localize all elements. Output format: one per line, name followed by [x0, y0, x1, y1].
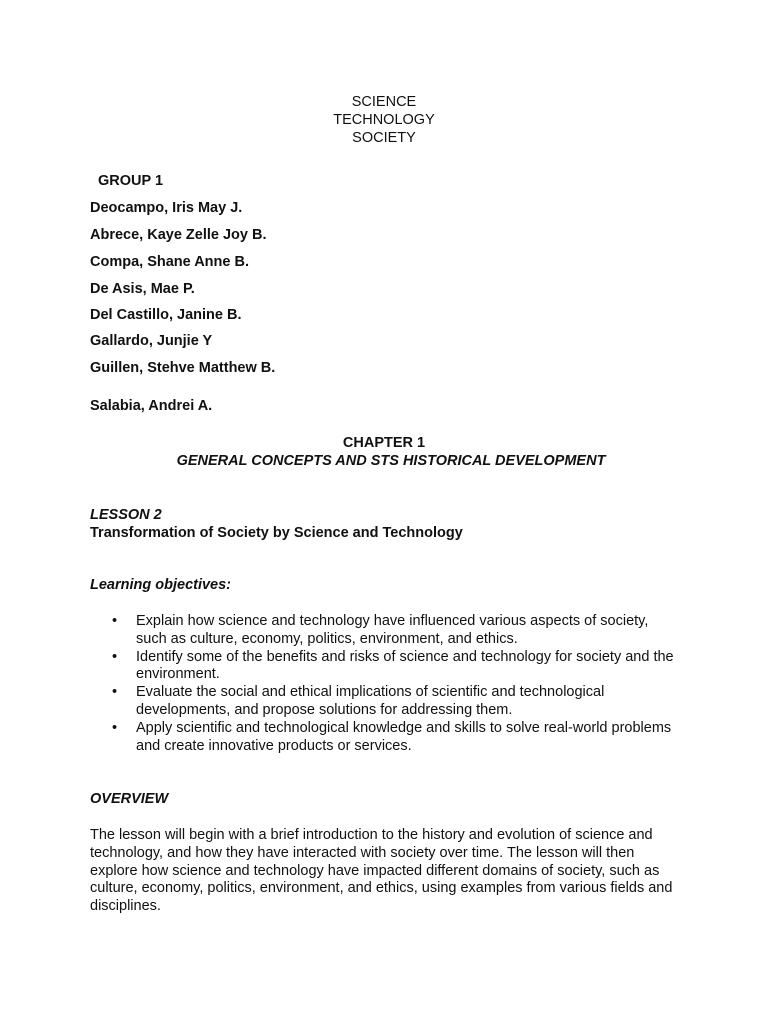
- lesson-heading: [90, 506, 463, 542]
- objective-text: Explain how science and technology have influenced various aspects of society, such as culture, economy, politics, environment, and ethics.: [136, 613, 649, 647]
- title-line-society: SOCIETY: [352, 130, 416, 146]
- list-item: [90, 684, 680, 720]
- member-name: Salabia, Andrei A.: [90, 398, 213, 414]
- member-name: De Asis, Mae P.: [90, 281, 195, 297]
- member-name: Compa, Shane Anne B.: [90, 254, 249, 270]
- chapter-heading: [0, 434, 768, 470]
- bullet-icon: •: [112, 684, 118, 701]
- objective-text: Identify some of the benefits and risks of science and technology for society and the environment.: [136, 648, 674, 683]
- bullet-icon: •: [112, 648, 118, 665]
- lesson-label: LESSON 2: [90, 507, 162, 523]
- member-name: Guillen, Stehve Matthew B.: [90, 360, 276, 376]
- objectives-list: [90, 613, 680, 755]
- member-name: Gallardo, Junjie Y: [90, 333, 213, 349]
- objectives-heading: Learning objectives:: [90, 577, 232, 593]
- objective-text: Apply scientific and technological knowledge and skills to solve real-world problems and create innovative products or services.: [136, 719, 672, 754]
- member-name: Del Castillo, Janine B.: [90, 307, 242, 323]
- title-line-technology: TECHNOLOGY: [333, 112, 435, 128]
- member-name: Deocampo, Iris May J.: [90, 200, 243, 216]
- overview-paragraph: The lesson will begin with a brief introduction to the history and evolution of science and technology, and how they have interacted with society over time. The lesson will then explore how science and technology have impacted different domains of society, such as culture, economy, politics, environment, and ethics, using examples from various fields and disciplines.: [90, 827, 673, 915]
- list-item: [90, 720, 680, 756]
- bullet-icon: •: [112, 613, 118, 629]
- bullet-icon: •: [112, 719, 118, 736]
- chapter-label: CHAPTER 1: [342, 435, 426, 451]
- objective-text: Evaluate the social and ethical implications of scientific and technological developments, and propose solutions for addressing them.: [136, 684, 605, 718]
- chapter-subtitle: GENERAL CONCEPTS AND STS HISTORICAL DEVELOPMENT: [176, 453, 606, 469]
- title-line-science: SCIENCE: [351, 94, 417, 110]
- document-title: [0, 93, 768, 147]
- member-name: Abrece, Kaye Zelle Joy B.: [90, 227, 267, 243]
- list-item: [90, 613, 680, 649]
- overview-heading: OVERVIEW: [90, 791, 169, 807]
- list-item: [90, 649, 680, 685]
- lesson-title: Transformation of Society by Science and Technology: [90, 525, 463, 541]
- group-heading: GROUP 1: [98, 173, 164, 189]
